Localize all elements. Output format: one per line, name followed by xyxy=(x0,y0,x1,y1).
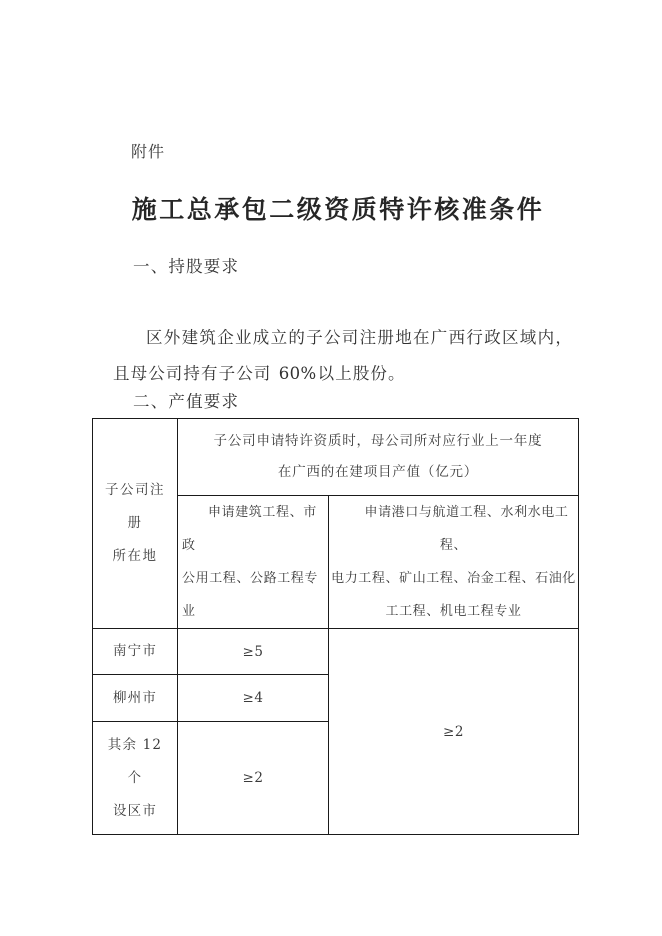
category-b-merged-value-cell: ≥2 xyxy=(329,629,579,835)
category-b-line-3: 工工程、机电工程专业 xyxy=(385,604,522,619)
shareholding-paragraph xyxy=(113,320,573,392)
category-a-line-1: 申请建筑工程、市政 xyxy=(182,505,317,553)
main-header-line-1: 子公司申请特许资质时，母公司所对应行业上一年度 xyxy=(213,433,543,449)
category-a-value-cell: ≥4 xyxy=(178,675,329,722)
table-header-region xyxy=(93,419,178,629)
region-line-1: 其余 12 xyxy=(107,736,163,753)
region-name-cell xyxy=(93,629,178,675)
section-heading-shareholding: 一、持股要求 xyxy=(133,257,240,276)
table-header-row-main xyxy=(93,419,579,496)
region-line-1: 南宁市 xyxy=(112,643,158,659)
output-value-requirement-table xyxy=(92,418,579,835)
attachment-label: 附件 xyxy=(131,142,166,161)
region-line-1: 柳州市 xyxy=(112,689,158,706)
region-head-line-2: 册 xyxy=(127,515,143,531)
table-header-category-b xyxy=(329,496,579,629)
region-line-2: 个 xyxy=(127,769,143,786)
main-header-line-2: 在广西的在建项目产值（亿元） xyxy=(277,464,479,480)
shareholding-percentage: 60% xyxy=(278,363,317,383)
category-a-value-cell: ≥2 xyxy=(178,722,329,835)
category-b-line-2: 电力工程、矿山工程、冶金工程、石油化 xyxy=(331,571,576,586)
category-a-line-2: 公用工程、公路工程专业 xyxy=(182,571,319,619)
category-b-line-1: 申请港口与航道工程、水利水电工程、 xyxy=(364,505,569,553)
table-header-main-description xyxy=(178,419,579,496)
category-a-value-cell: ≥5 xyxy=(178,629,329,675)
table-header-category-a xyxy=(178,496,329,629)
region-line-3: 设区市 xyxy=(112,802,158,819)
table-row xyxy=(93,629,579,675)
paragraph-text-part2: 以上股份。 xyxy=(317,363,406,383)
region-name-cell xyxy=(93,722,178,835)
region-head-line-1: 子公司注 xyxy=(105,482,165,498)
page-title: 施工总承包二级资质特许核准条件 xyxy=(131,195,545,224)
region-name-cell xyxy=(93,675,178,722)
region-head-line-3: 所在地 xyxy=(112,548,158,564)
section-heading-output-value: 二、产值要求 xyxy=(133,392,240,411)
paragraph-text-part1: 区外建筑企业成立的子公司注册地在广西行政区域内，且母公司持有子公司 xyxy=(113,327,573,383)
